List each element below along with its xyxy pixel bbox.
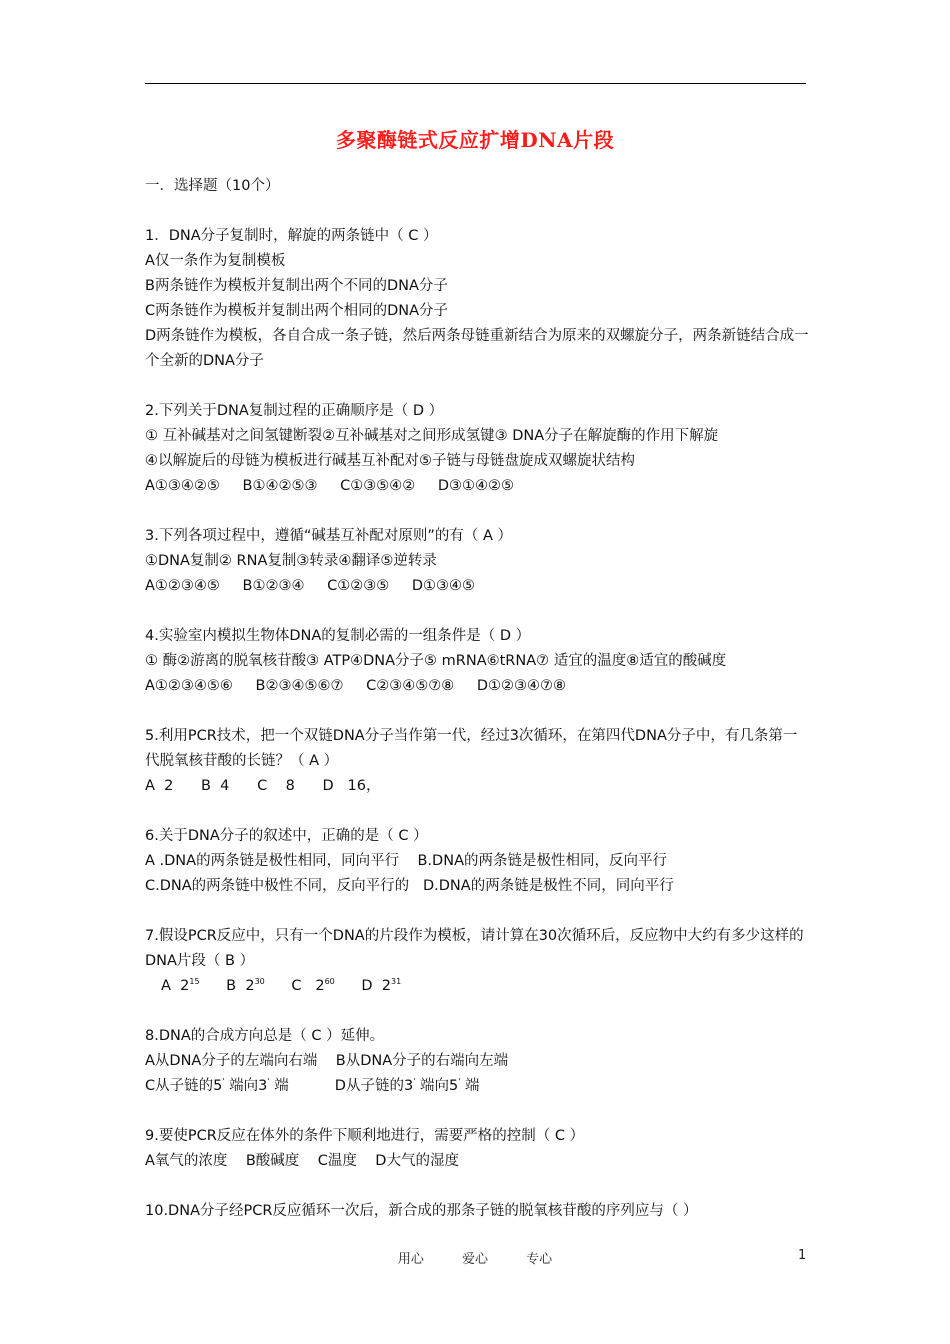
question-1-option-b: B两条链作为模板并复制出两个不同的DNA分子 — [145, 278, 448, 294]
question-4-choice-a: A①②③④⑤⑥ — [145, 678, 233, 694]
question-10-stem: 10.DNA分子经PCR反应循环一次后，新合成的那条子链的脱氧核苷酸的序列应与（ ） — [145, 1203, 698, 1219]
choice-label: D — [361, 978, 373, 994]
question-8-options-line-2 — [145, 1074, 810, 1099]
question-2-choice-b: B①④②⑤③ — [242, 478, 318, 494]
question-1-option-d: D两条链作为模板，各自合成一条子链，然后两条母链重新结合为原来的双螺旋分子，两条新链结合成一个全新的DNA分子 — [145, 328, 809, 369]
power-base: 2 — [381, 978, 391, 994]
question-7-choice-c — [291, 974, 334, 999]
choice-label: C — [291, 978, 302, 994]
question-4-items: ① 酶②游离的脱氧核苷酸③ ATP④DNA分子⑤ mRNA⑥tRNA⑦ 适宜的温度⑧适宜的酸碱度 — [145, 653, 727, 669]
power-exponent: 15 — [189, 977, 200, 986]
question-3-choice-d: D①③④⑤ — [411, 578, 475, 594]
power-base: 2 — [180, 978, 190, 994]
document-title: 多聚酶链式反应扩增DNA片段 — [335, 128, 615, 152]
question-4-choice-d: D①②③④⑦⑧ — [476, 678, 566, 694]
question-3-choice-a: A①②③④⑤ — [145, 578, 220, 594]
question-2-steps-line-1: ① 互补碱基对之间氢键断裂②互补碱基对之间形成氢键③ DNA分子在解旋酶的作用下解旋 — [145, 428, 719, 444]
question-5-choices: A 2 B 4 C 8 D 16， — [145, 778, 381, 794]
question-4-choice-c: C②③④⑤⑦⑧ — [366, 678, 455, 694]
question-4-choice-b: B②③④⑤⑥⑦ — [255, 678, 344, 694]
question-5-stem: 5.利用PCR技术，把一个双链DNA分子当作第一代，经过3次循环，在第四代DNA分子中，有几条第一代脱氧核苷酸的长链？（ A ） — [145, 728, 798, 769]
section-heading: 一．选择题（10个） — [145, 178, 280, 194]
question-2-stem: 2.下列关于DNA复制过程的正确顺序是（ D ） — [145, 403, 444, 419]
question-6-options-line-2: C.DNA的两条链中极性不同，反向平行的 D.DNA的两条链是极性不同，同向平行 — [145, 878, 674, 894]
prime-mark: ' — [267, 1077, 270, 1086]
question-8-stem: 8.DNA的合成方向总是（ C ）延伸。 — [145, 1028, 385, 1044]
question-7-choice-a — [161, 974, 200, 999]
power-exponent: 30 — [254, 977, 265, 986]
question-2-choice-a: A①③④②⑤ — [145, 478, 220, 494]
question-1-option-c: C两条链作为模板并复制出两个相同的DNA分子 — [145, 303, 449, 319]
power-exponent: 31 — [390, 977, 402, 986]
question-4-stem: 4.实验室内模拟生物体DNA的复制必需的一组条件是（ D ） — [145, 628, 531, 644]
question-3-items: ①DNA复制② RNA复制③转录④翻译⑤逆转录 — [145, 553, 437, 569]
question-6-stem: 6.关于DNA分子的叙述中，正确的是（ C ） — [145, 828, 428, 844]
footer-motto-1: 用心 — [397, 1252, 424, 1267]
question-4-choices — [145, 674, 810, 699]
question-3-choices — [145, 574, 810, 599]
question-8-options-line-1: A从DNA分子的左端向右端 B从DNA分子的右端向左端 — [145, 1053, 509, 1069]
question-3-choice-c: C①②③⑤ — [327, 578, 390, 594]
footer-motto-3: 专心 — [526, 1252, 553, 1267]
question-9-stem: 9.要使PCR反应在体外的条件下顺利地进行，需要严格的控制（ C ） — [145, 1128, 585, 1144]
text-segment: C从子链的5 — [145, 1078, 223, 1094]
prime-mark: ' — [413, 1077, 416, 1086]
question-7-choice-d — [361, 974, 401, 999]
power-exponent: 60 — [324, 977, 335, 986]
page-footer-motto — [0, 1248, 950, 1267]
header-rule — [145, 83, 806, 84]
text-segment: 端 D从子链的3 — [269, 1078, 414, 1094]
question-7-stem: 7.假设PCR反应中，只有一个DNA的片段作为模板，请计算在30次循环后，反应物中大约有多少这样的DNA片段（ B ） — [145, 928, 804, 969]
prime-mark: ' — [222, 1077, 225, 1086]
question-2-steps-line-2: ④以解旋后的母链为模板进行碱基互补配对⑤子链与母链盘旋成双螺旋状结构 — [145, 453, 635, 469]
question-2-choice-c: C①③⑤④② — [340, 478, 416, 494]
footer-motto-2: 爱心 — [461, 1252, 488, 1267]
question-6-options-line-1: A .DNA的两条链是极性相同，同向平行 B.DNA的两条链是极性相同，反向平行 — [145, 853, 667, 869]
question-9-options: A氧气的浓度 B酸碱度 C温度 D大气的湿度 — [145, 1153, 459, 1169]
choice-label: B — [226, 978, 237, 994]
question-3-stem: 3.下列各项过程中，遵循“碱基互补配对原则”的有（ A ） — [145, 528, 512, 544]
prime-mark: ' — [458, 1077, 461, 1086]
text-segment: 端向5 — [415, 1078, 459, 1094]
question-1-option-a: A仅一条作为复制模板 — [145, 253, 286, 269]
document-body — [145, 174, 810, 1224]
power-base: 2 — [245, 978, 255, 994]
power-base: 2 — [315, 978, 325, 994]
question-2-choices — [145, 474, 810, 499]
question-3-choice-b: B①②③④ — [242, 578, 305, 594]
question-7-choice-b — [226, 974, 265, 999]
text-segment: 端向3 — [224, 1078, 268, 1094]
page-number: 1 — [798, 1248, 807, 1263]
question-1-stem: 1．DNA分子复制时，解旋的两条链中（ C ） — [145, 228, 438, 244]
question-2-choice-d: D③①④②⑤ — [437, 478, 514, 494]
text-segment: 端 — [460, 1078, 480, 1094]
choice-label: A — [161, 978, 171, 994]
question-7-choices — [145, 974, 810, 999]
